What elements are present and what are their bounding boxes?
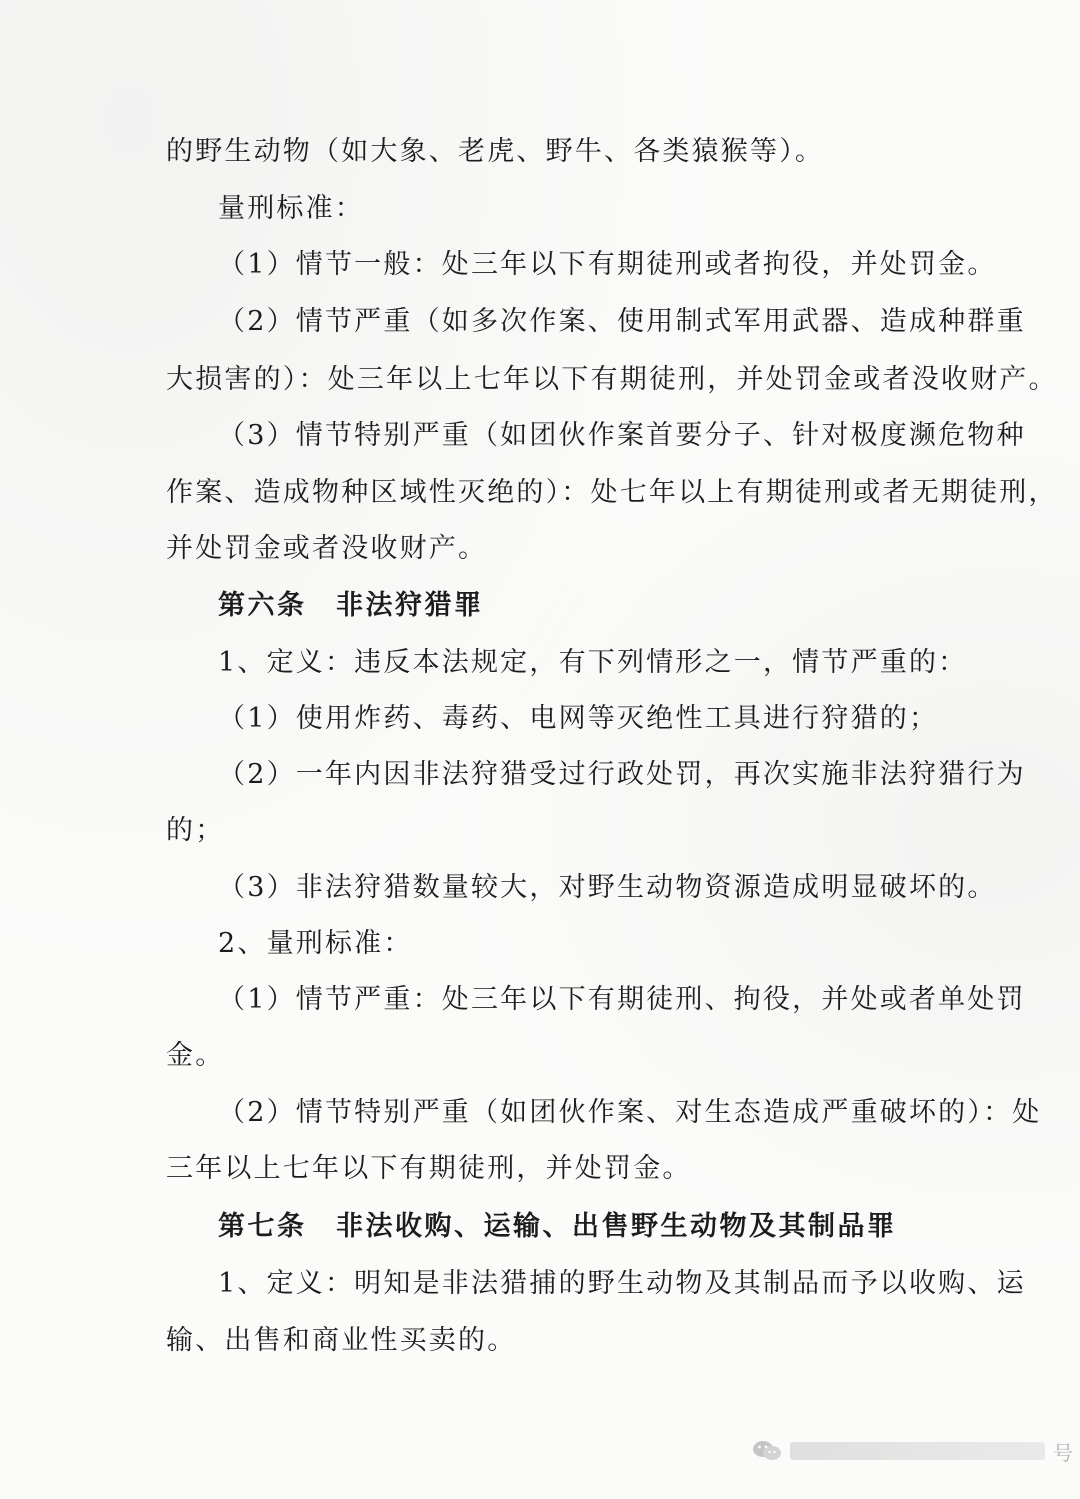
text-line-4: （2）情节严重（如多次作案、使用制式军用武器、造成种群重 xyxy=(218,306,1026,337)
watermark-tail-text: 号 xyxy=(1053,1440,1073,1465)
article-7-heading: 第七条 非法收购、运输、出售野生动物及其制品罪 xyxy=(218,1211,897,1242)
wechat-icon xyxy=(752,1439,782,1463)
text-line-10: 1、定义：违反本法规定，有下列情形之一，情节严重的： xyxy=(218,647,968,678)
text-line-16: （1）情节严重：处三年以下有期徒刑、拘役，并处或者单处罚 xyxy=(218,984,1026,1015)
article-6-heading: 第六条 非法狩猎罪 xyxy=(218,590,484,621)
text-line-17: 金。 xyxy=(166,1040,225,1071)
text-line-11: （1）使用炸药、毒药、电网等灭绝性工具进行狩猎的； xyxy=(218,703,939,734)
text-line-6: （3）情节特别严重（如团伙作案首要分子、针对极度濒危物种 xyxy=(218,420,1026,451)
text-line-8: 并处罚金或者没收财产。 xyxy=(166,533,488,564)
text-line-19: 三年以上七年以下有期徒刑，并处罚金。 xyxy=(166,1153,692,1184)
text-line-22: 输、出售和商业性买卖的。 xyxy=(166,1325,517,1356)
text-line-1: 的野生动物（如大象、老虎、野牛、各类猿猴等）。 xyxy=(166,136,825,167)
watermark xyxy=(752,1436,1073,1466)
text-line-21: 1、定义：明知是非法猎捕的野生动物及其制品而予以收购、运 xyxy=(218,1268,1026,1299)
text-line-18: （2）情节特别严重（如团伙作案、对生态造成严重破坏的）：处 xyxy=(218,1097,1042,1128)
text-line-15: 2、量刑标准： xyxy=(218,928,413,959)
text-line-5: 大损害的）：处三年以上七年以下有期徒刑，并处罚金或者没收财产。 xyxy=(166,364,1058,395)
text-line-12: （2）一年内因非法狩猎受过行政处罚，再次实施非法狩猎行为 xyxy=(218,759,1026,790)
watermark-account-name-blur xyxy=(790,1442,1045,1460)
text-line-7: 作案、造成物种区域性灭绝的）：处七年以上有期徒刑或者无期徒刑， xyxy=(166,477,1058,508)
text-line-13: 的； xyxy=(166,815,225,846)
text-line-2: 量刑标准： xyxy=(218,193,364,224)
text-line-14: （3）非法狩猎数量较大，对野生动物资源造成明显破坏的。 xyxy=(218,872,997,903)
text-line-3: （1）情节一般：处三年以下有期徒刑或者拘役，并处罚金。 xyxy=(218,249,997,280)
